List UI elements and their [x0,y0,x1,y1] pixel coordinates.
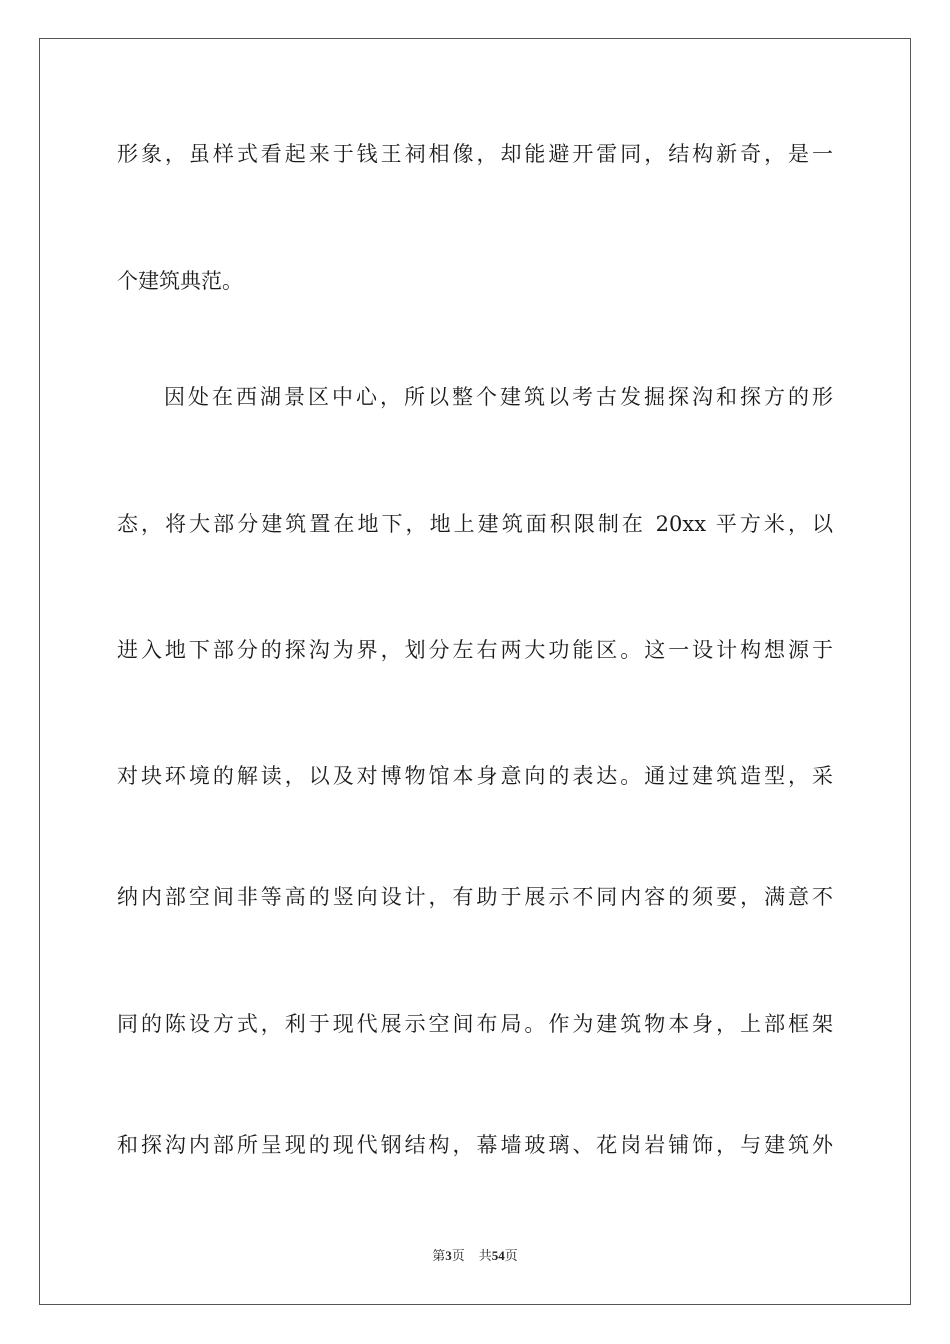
text-line: 同的陈设方式，利于现代展示空间布局。作为建筑物本身，上部框架 [117,1012,833,1036]
text-line: 态，将大部分建筑置在地下，地上建筑面积限制在 20xx 平方米，以 [117,512,833,536]
page-border [39,38,911,1305]
page-prefix: 第 [432,1248,446,1263]
total-suffix: 页 [504,1248,518,1263]
text-line: 对块环境的解读，以及对博物馆本身意向的表达。通过建筑造型，采 [117,764,833,788]
page-footer [0,1246,950,1266]
total-pages: 54 [491,1248,505,1263]
text-line: 和探沟内部所呈现的现代钢结构，幕墙玻璃、花岗岩铺饰，与建筑外 [117,1133,833,1157]
text-line: 进入地下部分的探沟为界，划分左右两大功能区。这一设计构想源于 [117,638,833,662]
page-number: 3 [445,1248,452,1263]
total-prefix: 共 [478,1248,492,1263]
paragraph-first-line: 因处在西湖景区中心，所以整个建筑以考古发掘探沟和探方的形 [164,385,833,409]
text-line: 个建筑典范。 [117,269,243,293]
text-line: 纳内部空间非等高的竖向设计，有助于展示不同内容的须要，满意不 [117,885,833,909]
text-line: 形象，虽样式看起来于钱王祠相像，却能避开雷同，结构新奇，是一 [117,142,833,166]
page-suffix: 页 [451,1248,465,1263]
